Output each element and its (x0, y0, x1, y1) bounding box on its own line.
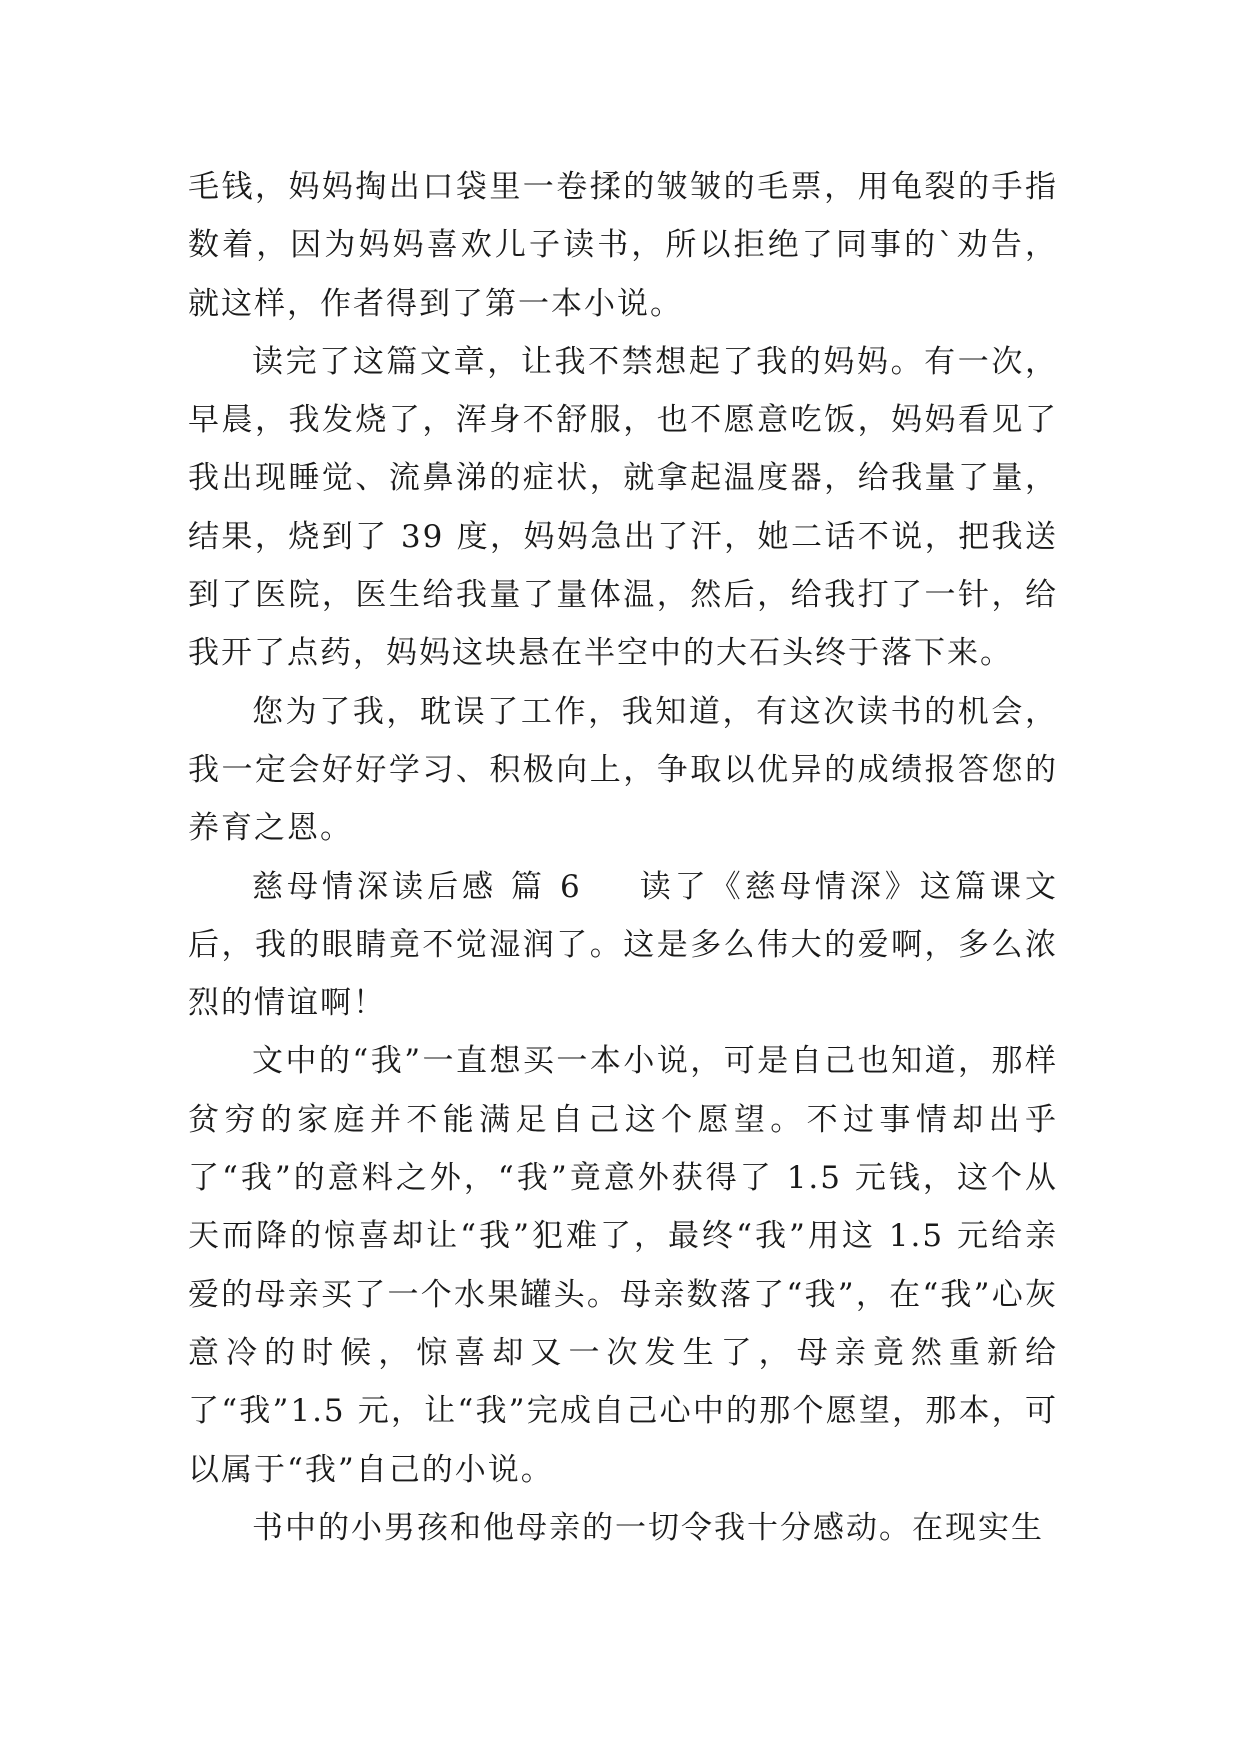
paragraph-1: 毛钱，妈妈掏出口袋里一卷揉的皱皱的毛票，用龟裂的手指数着，因为妈妈喜欢儿子读书，所以拒绝了同事的`劝告，就这样，作者得到了第一本小说。 (188, 169, 1058, 322)
paragraph-6: 书中的小男孩和他母亲的一切令我十分感动。在现实生 (252, 1509, 1044, 1546)
section-heading: 慈母情深读后感 篇 6 (252, 868, 582, 905)
paragraph-4-text: 读了《慈母情深》这篇课文后，我的眼睛竟不觉湿润了。这是多么伟大的爱啊，多么浓烈的情谊啊！ (188, 868, 1058, 1022)
paragraph-3: 您为了我，耽误了工作，我知道，有这次读书的机会，我一定会好好学习、积极向上，争取以优异的成绩报答您的养育之恩。 (188, 693, 1058, 847)
paragraph-2: 读完了这篇文章，让我不禁想起了我的妈妈。有一次，早晨，我发烧了，浑身不舒服，也不愿意吃饭，妈妈看见了我出现睡觉、流鼻涕的症状，就拿起温度器，给我量了量，结果，烧到了 39 度，妈妈急出了汗，她二话不说，把我送到了医院，医生给我量了量体温，然后，给我打了一针，给我开了点药，妈妈这块悬在半空中的大石头终于落下来。 (188, 343, 1058, 672)
body-text (188, 158, 1058, 1557)
paragraph-5: 文中的“我”一直想买一本小说，可是自己也知道，那样贫穷的家庭并不能满足自己这个愿望。不过事情却出乎了“我”的意料之外，“我”竟意外获得了 1.5 元钱，这个从天而降的惊喜却让“我”犯难了，最终“我”用这 1.5 元给亲爱的母亲买了一个水果罐头。母亲数落了“我”，在“我”心灰意冷的时候，惊喜却又一次发生了，母亲竟然重新给了“我”1.5 元，让“我”完成自己心中的那个愿望，那本，可以属于“我”自己的小说。 (188, 1043, 1058, 1488)
paragraph-4 (188, 858, 1058, 1033)
